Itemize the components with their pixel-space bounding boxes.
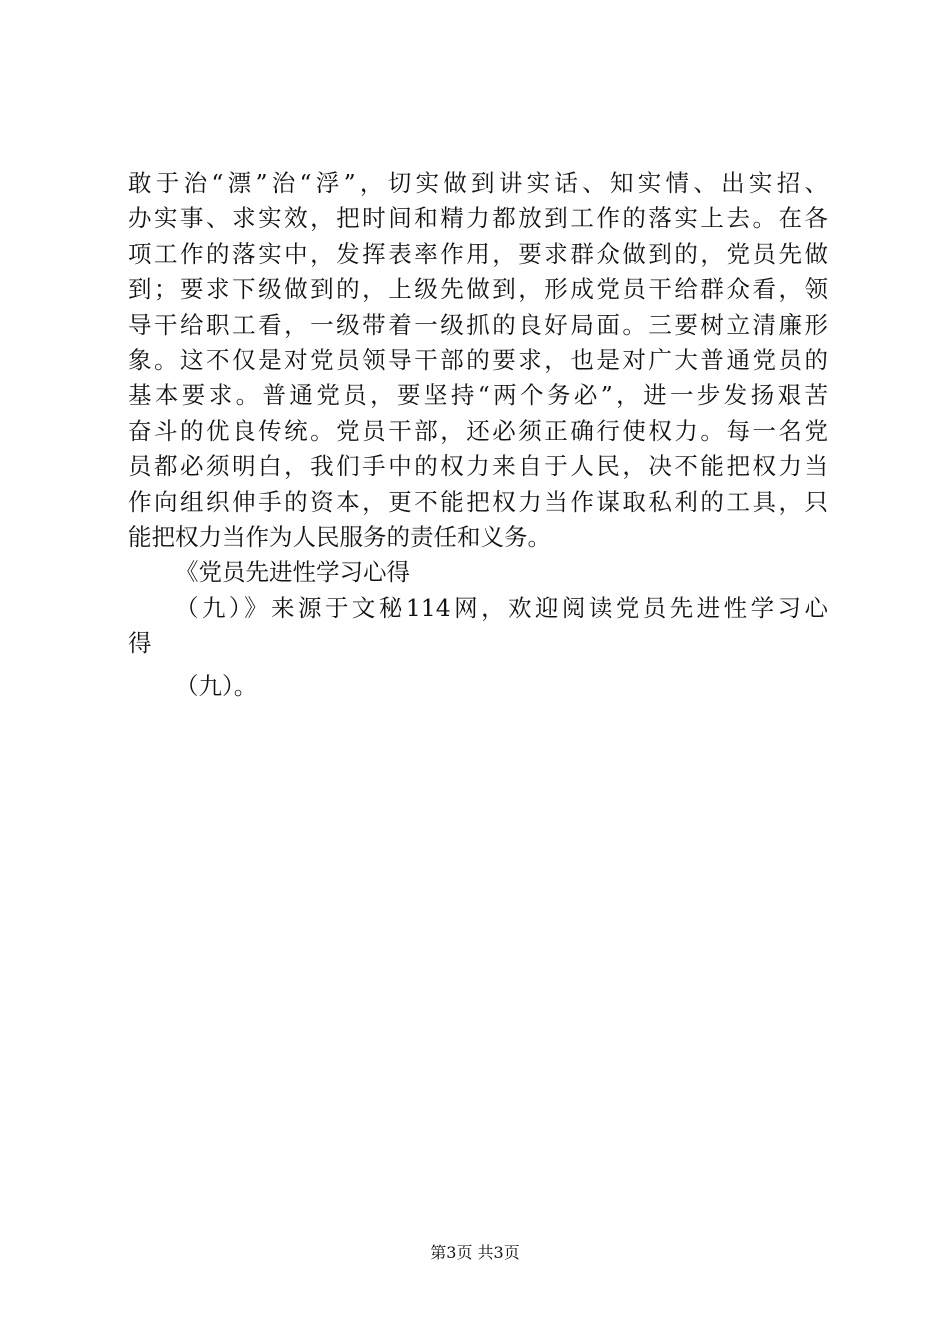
page-number-footer: 第3页 共3页 — [430, 1243, 520, 1262]
paragraph-line: 敢于治“漂”治“浮”，切实做到讲实话、知实情、出实招、 — [128, 169, 828, 197]
paragraph-line: 项工作的落实中，发挥表率作用，要求群众做到的，党员先做 — [128, 239, 828, 268]
paragraph-line: 员都必须明白，我们手中的权力来自于人民，决不能把权力当 — [128, 452, 828, 481]
paragraph-line: 能把权力当作为人民服务的责任和义务。 — [128, 522, 551, 551]
paragraph-line: 到；要求下级做到的，上级先做到，形成党员干给群众看，领 — [128, 275, 828, 304]
paragraph-line: 象。这不仅是对党员领导干部的要求，也是对广大普通党员的 — [128, 345, 828, 374]
paragraph-line: 基本要求。普通党员，要坚持“两个务必”，进一步发扬艰苦 — [128, 381, 828, 410]
spacer — [128, 661, 828, 669]
paragraph-line: 办实事、求实效，把时间和精力都放到工作的落实上去。在各 — [128, 204, 828, 233]
source-note-line: 得 — [128, 629, 152, 658]
paragraph-line: 作向组织伸手的资本，更不能把权力当作谋取私利的工具，只 — [128, 487, 828, 516]
source-title-line: 《党员先进性学习心得 — [175, 558, 410, 587]
source-note-line: （九）。 — [175, 672, 258, 701]
paragraph-line: 导干给职工看，一级带着一级抓的良好局面。三要树立清廉形 — [128, 310, 828, 339]
document-body — [128, 166, 828, 705]
source-note-line: （九）》来源于文秘114网，欢迎阅读党员先进性学习心 — [175, 593, 828, 622]
paragraph-line: 奋斗的优良传统。党员干部，还必须正确行使权力。每一名党 — [128, 416, 828, 445]
